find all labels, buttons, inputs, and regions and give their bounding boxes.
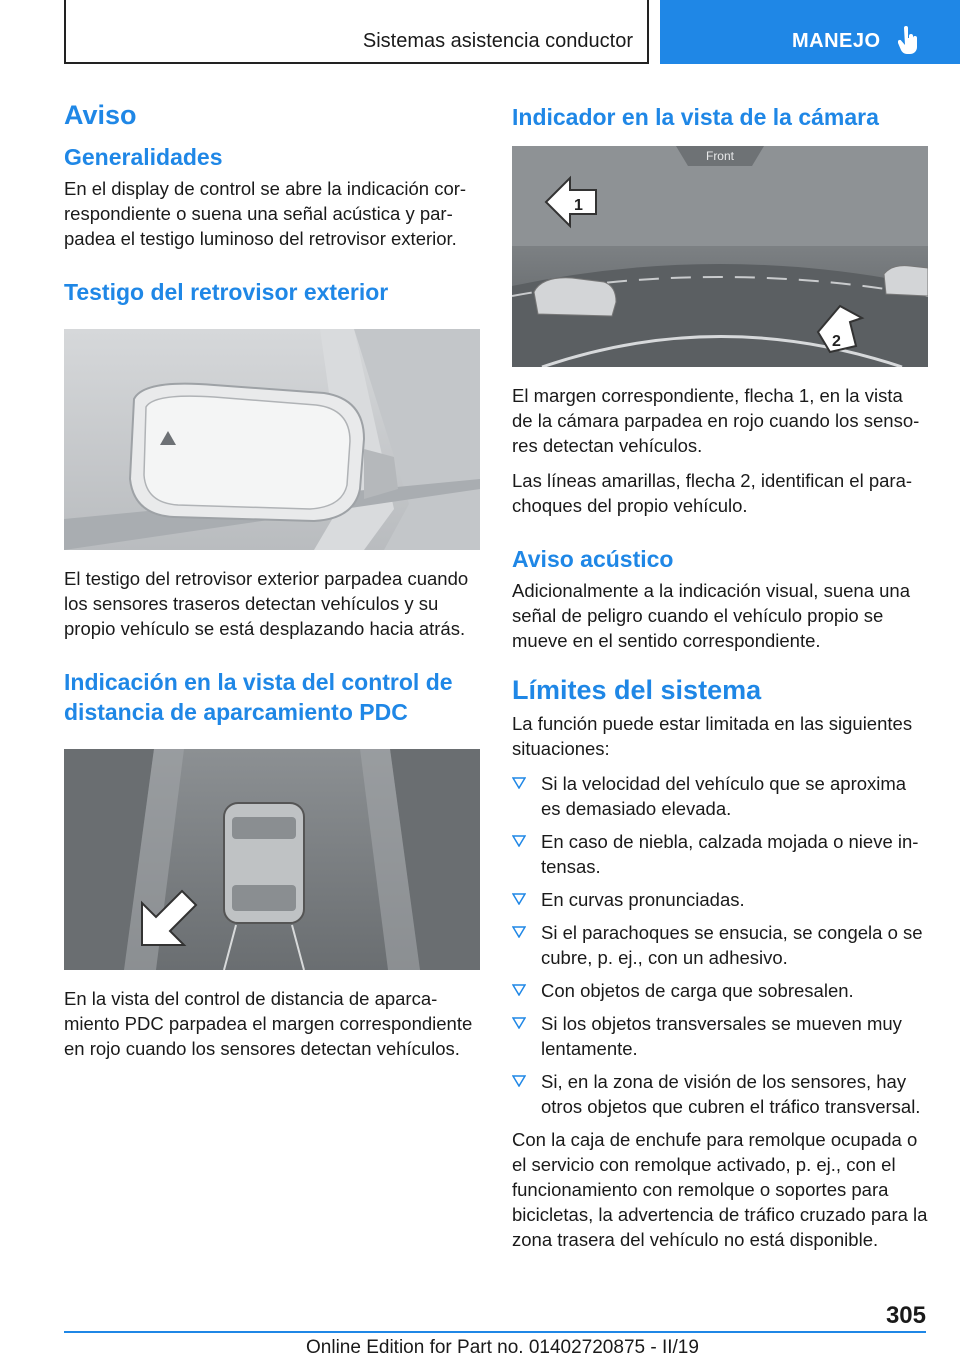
bullet-triangle-icon [512, 1017, 526, 1029]
section-heading-aviso: Aviso [64, 100, 137, 130]
callout-1: 1 [574, 197, 583, 214]
generalidades-text: En el display de control se abre la indicación correspondiente o suena una señal acústica y parpadea el testigo luminoso del retrovisor exterior. [64, 178, 467, 249]
camera-text-1: El margen correspondiente, flecha 1, en la vista de la cámara parpadea en rojo cuando los sensores detectan vehículos. [512, 385, 920, 456]
bullet-triangle-icon [512, 893, 526, 905]
bullet-triangle-icon [512, 926, 526, 938]
limits-list [512, 771, 928, 1119]
limits-intro: La función puede estar limitada en las siguientes situaciones: [512, 713, 913, 759]
list-item: Si el parachoques se ensucia, se congela o se cubre, p. ej., con un adhesivo. [512, 920, 928, 970]
chapter-tab-label: MANEJO [792, 30, 881, 52]
list-item: Con objetos de carga que sobresalen. [512, 978, 928, 1003]
section-heading-system-limits: Límites del sistema [512, 675, 762, 705]
bullet-triangle-icon [512, 835, 526, 847]
list-item: En caso de niebla, calzada mojada o nieve intensas. [512, 829, 928, 879]
subheading-mirror-indicator: Testigo del retrovisor exterior [64, 279, 389, 305]
mirror-figure [64, 329, 480, 550]
list-item: En curvas pronunciadas. [512, 887, 928, 912]
bullet-triangle-icon [512, 777, 526, 789]
footer-divider [64, 1331, 926, 1333]
subheading-camera-view: Indicador en la vista de la cámara [512, 104, 879, 130]
right-column [512, 98, 928, 1252]
camera-text-2: Las líneas amarillas, flecha 2, identifican el parachoques del propio vehículo. [512, 470, 913, 516]
left-column [64, 98, 480, 1061]
subheading-acoustic-warning: Aviso acústico [512, 546, 674, 572]
subheading-pdc-view: Indicación en la vista del control de distancia de aparcamiento PDC [64, 669, 453, 725]
callout-2: 2 [832, 333, 841, 350]
camera-figure [512, 146, 928, 367]
list-item: Si los objetos transversales se mueven muy lentamente. [512, 1011, 928, 1061]
pdc-text: En la vista del control de distancia de aparcamiento PDC parpadea el margen correspondiente en rojo cuando los sensores detectan vehículos. [64, 988, 473, 1059]
list-item: Si la velocidad del vehículo que se aproxima es demasiado elevada. [512, 771, 928, 821]
mirror-text: El testigo del retrovisor exterior parpadea cuando los sensores traseros detectan vehículos y su propio vehículo se está desplazando hacia atrás. [64, 568, 469, 639]
bullet-triangle-icon [512, 1075, 526, 1087]
pointing-hand-icon [898, 26, 920, 56]
limits-outro: Con la caja de enchufe para remolque ocupada o el servicio con remolque activado, p. ej., con el funcionamiento con remolque o soportes para bicicletas, la advertencia de tráfico cruzado para la zona trasera del vehículo no está disponible. [512, 1129, 928, 1250]
bullet-triangle-icon [512, 984, 526, 996]
subheading-generalidades: Generalidades [64, 144, 223, 170]
section-title: Sistemas asistencia conductor [362, 30, 633, 52]
camera-front-label: Front [705, 149, 735, 163]
acoustic-text: Adicionalmente a la indicación visual, suena una señal de peligro cuando el vehículo propio se mueve en el sentido correspondiente. [512, 580, 911, 651]
pdc-figure [64, 749, 480, 970]
header-section-box [64, 0, 649, 64]
page-number: 305 [885, 1302, 926, 1329]
edition-text: Online Edition for Part no. 01402720875 - II/19 [306, 1337, 699, 1358]
chapter-tab[interactable] [660, 0, 960, 64]
list-item: Si, en la zona de visión de los sensores, hay otros objetos que cubren el tráfico transversal. [512, 1069, 928, 1119]
